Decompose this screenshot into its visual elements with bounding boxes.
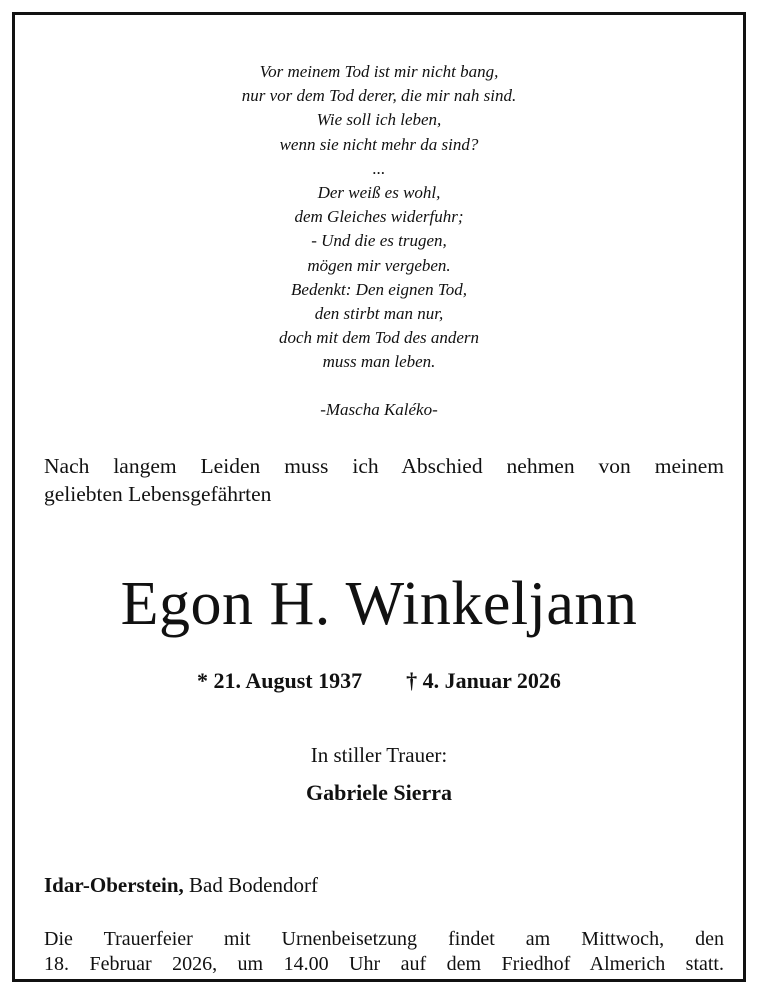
poem bbox=[15, 60, 743, 422]
mourner-name: Gabriele Sierra bbox=[305, 780, 452, 805]
poem-line: - Und die es trugen, bbox=[311, 231, 447, 251]
intro-line: geliebten Lebensgefährten bbox=[44, 482, 272, 506]
poem-line: Vor meinem Tod ist mir nicht bang, bbox=[259, 62, 499, 81]
birth-date: * 21. August 1937 bbox=[197, 668, 363, 693]
poem-line: Der weiß es wohl, bbox=[317, 183, 441, 203]
poem-line: Wie soll ich leben, bbox=[316, 110, 442, 130]
intro-line: Nach langem Leiden muss ich Abschied nehmen von meinem bbox=[44, 454, 724, 478]
poem-line: ... bbox=[372, 158, 386, 178]
poem-author: -Mascha Kaléko- bbox=[320, 399, 438, 419]
location-secondary: Bad Bodendorf bbox=[183, 873, 318, 897]
mourning-label: In stiller Trauer: bbox=[310, 743, 448, 767]
poem-line: muss man leben. bbox=[322, 352, 436, 372]
service-line: Die Trauerfeier mit Urnenbeisetzung findet am Mittwoch, den bbox=[44, 928, 724, 950]
location-primary: Idar-Oberstein, bbox=[44, 873, 184, 897]
service-info bbox=[44, 927, 724, 977]
poem-line: wenn sie nicht mehr da sind? bbox=[279, 134, 479, 154]
life-dates bbox=[15, 667, 743, 695]
poem-line: dem Gleiches widerfuhr; bbox=[294, 207, 464, 227]
intro-text bbox=[44, 452, 724, 508]
poem-line: doch mit dem Tod des andern bbox=[278, 328, 480, 348]
poem-line: nur vor dem Tod derer, die mir nah sind. bbox=[241, 86, 517, 106]
death-date: † 4. Januar 2026 bbox=[406, 668, 561, 693]
poem-line: Bedenkt: Den eignen Tod, bbox=[291, 279, 467, 299]
location bbox=[44, 871, 318, 899]
service-line: 18. Februar 2026, um 14.00 Uhr auf dem Friedhof Almerich statt. bbox=[44, 953, 724, 975]
deceased-name: Egon H. Winkeljann bbox=[120, 570, 638, 638]
poem-line: mögen mir vergeben. bbox=[307, 255, 451, 275]
poem-line: den stirbt man nur, bbox=[314, 304, 444, 324]
obituary-frame bbox=[12, 12, 746, 982]
